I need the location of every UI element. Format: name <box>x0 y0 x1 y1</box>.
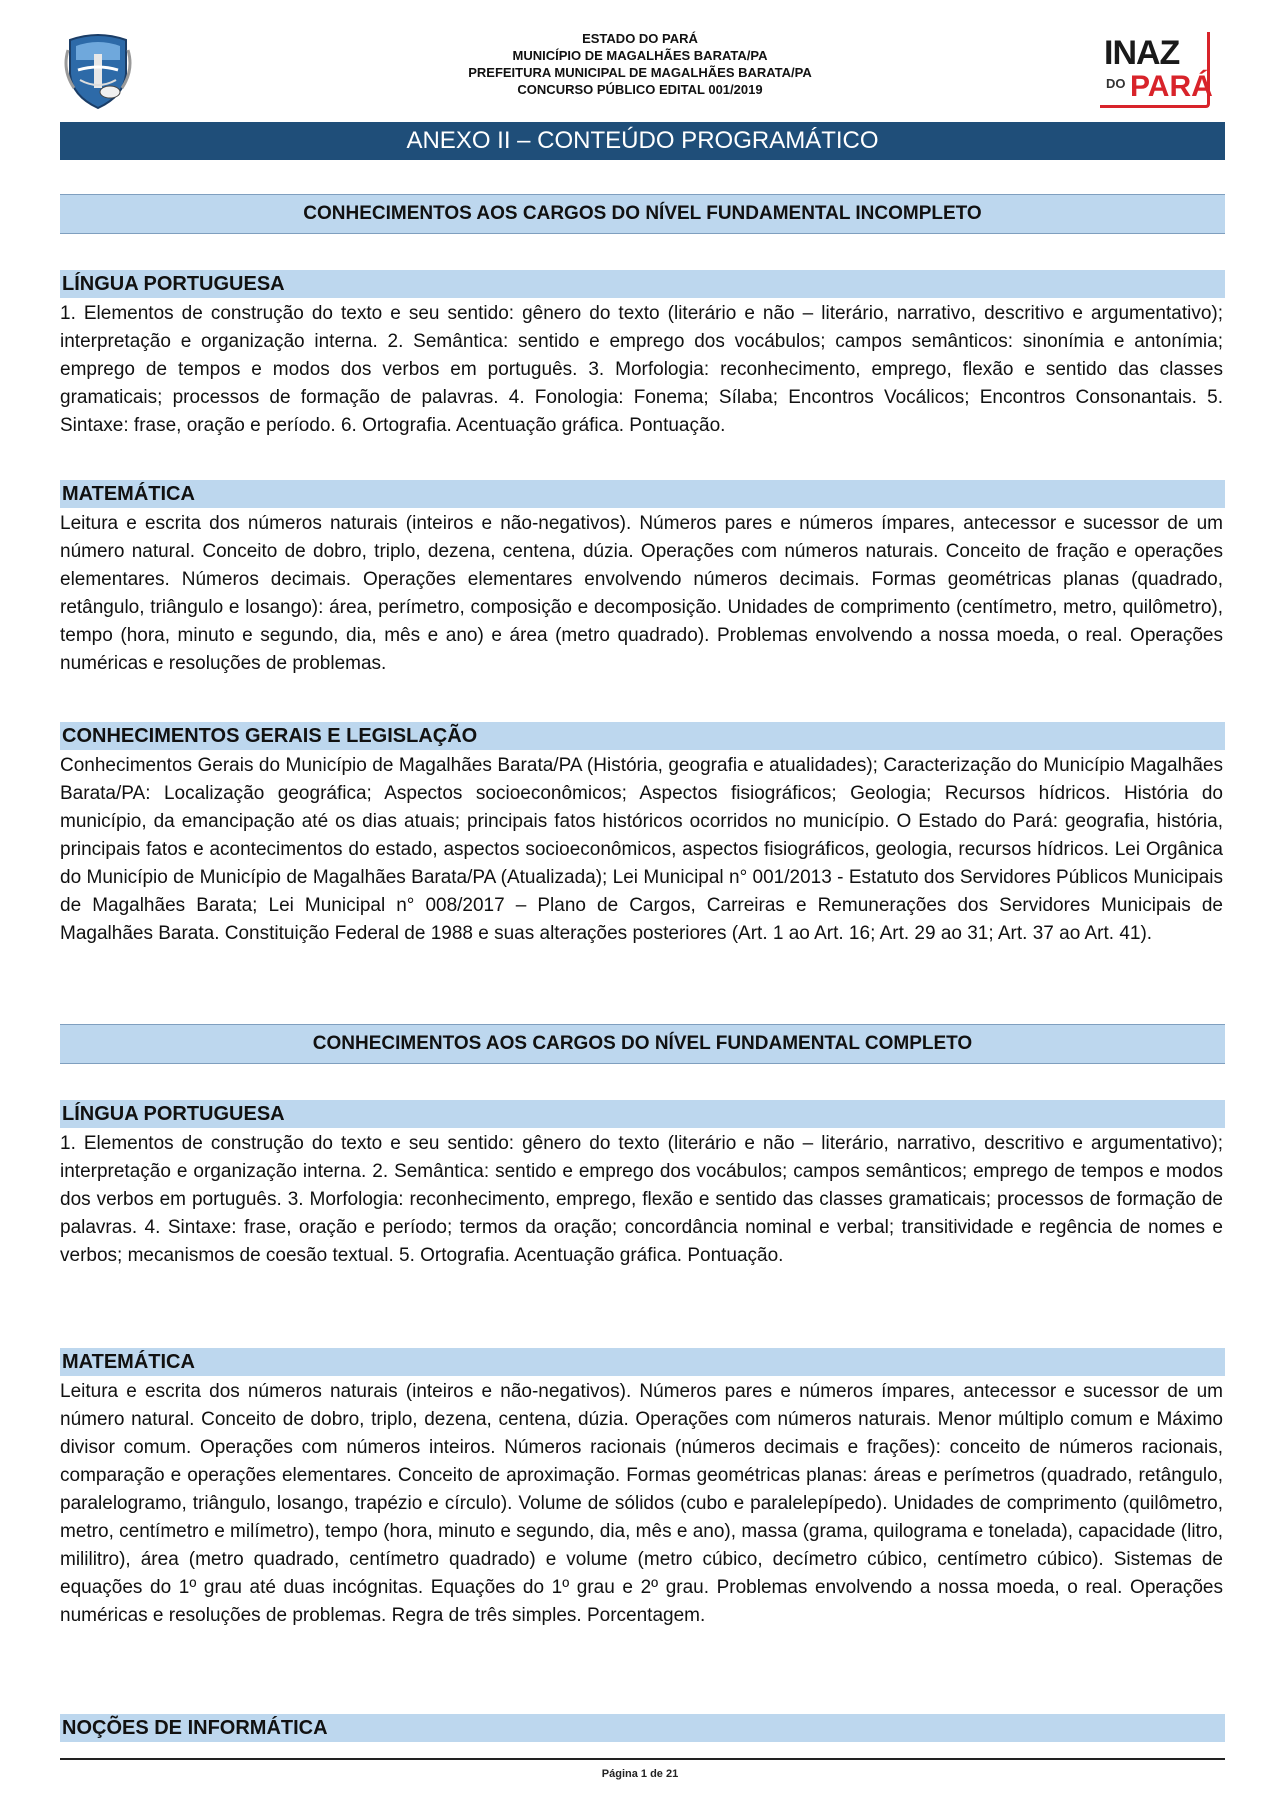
subject-block <box>60 270 1225 440</box>
page-header <box>60 22 1220 114</box>
subject-body: 1. Elementos de construção do texto e seu sentido: gênero do texto (literário e não – literário, narrativo, descritivo e argumentativo); interpretação e organização interna. 2. Semântica: sentido e emprego dos vocábulos; campos semânticos; emprego de tempos e modos dos verbos em português. 3. Morfologia: reconhecimento, emprego, flexão e sentido das classes gramaticais; processos de formação de palavras. 4. Sintaxe: frase, oração e período; termos da oração; concordância nominal e verbal; transitividade e regência de nomes e verbos; mecanismos de coesão textual. 5. Ortografia. Acentuação gráfica. Pontuação. <box>60 1133 1223 1266</box>
subject-title: LÍNGUA PORTUGUESA <box>60 270 1225 298</box>
inaz-logo <box>1100 32 1212 110</box>
section-heading-completo: CONHECIMENTOS AOS CARGOS DO NÍVEL FUNDAMENTAL COMPLETO <box>60 1024 1225 1064</box>
subject-block <box>60 722 1225 948</box>
subject-block <box>60 1714 1225 1742</box>
logo-inaz-text: INAZ <box>1104 34 1180 72</box>
subject-title: LÍNGUA PORTUGUESA <box>60 1100 1225 1128</box>
subject-title: NOÇÕES DE INFORMÁTICA <box>60 1714 1225 1742</box>
header-prefecture: PREFEITURA MUNICIPAL DE MAGALHÃES BARATA/PA <box>468 65 812 80</box>
subject-title: MATEMÁTICA <box>60 1348 1225 1376</box>
subject-title: CONHECIMENTOS GERAIS E LEGISLAÇÃO <box>60 722 1225 750</box>
subject-body: Leitura e escrita dos números naturais (inteiros e não-negativos). Números pares e números ímpares, antecessor e sucessor de um número natural. Conceito de dobro, triplo, dezena, centena, dúzia. Operações com números naturais. Conceito de fração e operações elementares. Números decimais. Operações elementares envolvendo números decimais. Formas geométricas planas (quadrado, retângulo, triângulo e losango): área, perímetro, composição e decomposição. Unidades de comprimento (centímetro, metro, quilômetro), tempo (hora, minuto e segundo, dia, mês e ano) e área (metro quadrado). Problemas envolvendo a nossa moeda, o real. Operações numéricas e resoluções de problemas. <box>60 513 1223 674</box>
municipal-crest-icon <box>64 30 132 110</box>
header-municipality: MUNICÍPIO DE MAGALHÃES BARATA/PA <box>512 48 768 63</box>
subject-body: Leitura e escrita dos números naturais (inteiros e não-negativos). Números pares e números ímpares, antecessor e sucessor de um número natural. Conceito de dobro, triplo, dezena, centena, dúzia. Operações com números naturais. Menor múltiplo comum e Máximo divisor comum. Operações com números inteiros. Números racionais (números decimais e frações): conceito de números racionais, comparação e operações elementares. Conceito de aproximação. Formas geométricas planas: áreas e perímetros (quadrado, retângulo, paralelogramo, triângulo, losango, trapézio e círculo). Volume de sólidos (cubo e paralelepípedo). Unidades de comprimento (quilômetro, metro, centímetro e milímetro), tempo (hora, minuto e segundo, dia, mês e ano), massa (grama, quilograma e tonelada), capacidade (litro, mililitro), área (metro quadrado, centímetro quadrado) e volume (metro cúbico, decímetro cúbico, centímetro cúbico). Sistemas de equações do 1º grau até duas incógnitas. Equações do 1º grau e 2º grau. Problemas envolvendo a nossa moeda, o real. Operações numéricas e resoluções de problemas. Regra de três simples. Porcentagem. <box>60 1381 1223 1626</box>
logo-do-text: DO <box>1106 76 1126 91</box>
subject-block <box>60 480 1225 678</box>
subject-title: MATEMÁTICA <box>60 480 1225 508</box>
footer-divider <box>60 1758 1225 1760</box>
subject-block <box>60 1100 1225 1270</box>
annex-banner: ANEXO II – CONTEÚDO PROGRAMÁTICO <box>60 122 1225 160</box>
header-state: ESTADO DO PARÁ <box>582 31 698 46</box>
header-text <box>360 30 920 98</box>
subject-body: Conhecimentos Gerais do Município de Magalhães Barata/PA (História, geografia e atualidades); Caracterização do Município Magalhães Barata/PA: Localização geográfica; Aspectos socioeconômicos; Aspectos fisiográficos; Geologia; Recursos hídricos. História do município, da emancipação até os dias atuais; principais fatos históricos ocorridos no município. O Estado do Pará: geografia, história, principais fatos e acontecimentos do estado, aspectos socioeconômicos, aspectos fisiográficos, geologia, recursos hídricos. Lei Orgânica do Município de Município de Magalhães Barata/PA (Atualizada); Lei Municipal n° 001/2013 - Estatuto dos Servidores Públicos Municipais de Magalhães Barata; Lei Municipal n° 008/2017 – Plano de Cargos, Carreiras e Remunerações dos Servidores Municipais de Magalhães Barata. Constituição Federal de 1988 e suas alterações posteriores (Art. 1 ao Art. 16; Art. 29 ao 31; Art. 37 ao Art. 41). <box>60 755 1223 944</box>
subject-block <box>60 1348 1225 1630</box>
page-number: Página 1 de 21 <box>601 1768 679 1780</box>
section-heading-incompleto: CONHECIMENTOS AOS CARGOS DO NÍVEL FUNDAMENTAL INCOMPLETO <box>60 194 1225 234</box>
logo-para-text: PARÁ <box>1130 70 1213 103</box>
subject-body: 1. Elementos de construção do texto e seu sentido: gênero do texto (literário e não – literário, narrativo, descritivo e argumentativo); interpretação e organização interna. 2. Semântica: sentido e emprego dos vocábulos; campos semânticos: sinonímia e antonímia; emprego de tempos e modos dos verbos em português. 3. Morfologia: reconhecimento, emprego, flexão e sentido das classes gramaticais; processos de formação de palavras. 4. Fonologia: Fonema; Sílaba; Encontros Vocálicos; Encontros Consonantais. 5. Sintaxe: frase, oração e período. 6. Ortografia. Acentuação gráfica. Pontuação. <box>60 303 1223 436</box>
header-edital: CONCURSO PÚBLICO EDITAL 001/2019 <box>517 82 763 97</box>
